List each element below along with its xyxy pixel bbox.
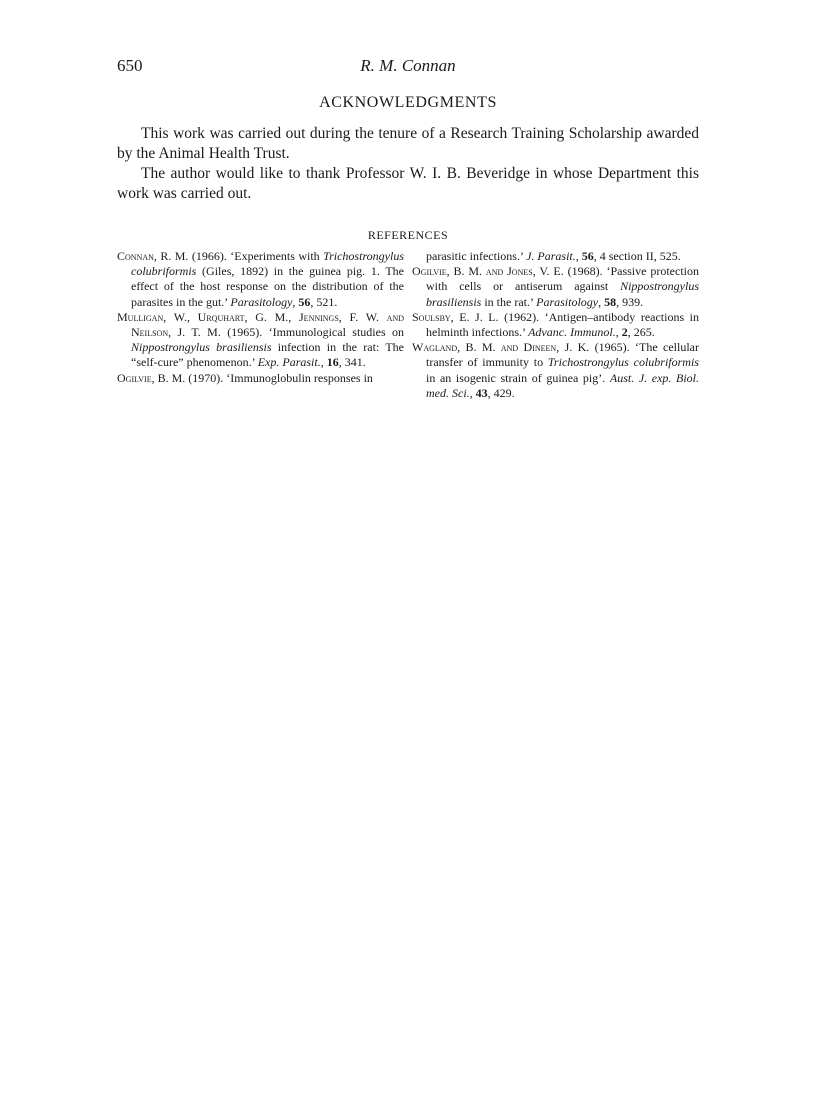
- reference-pages: , 521.: [310, 294, 338, 309]
- reference-volume: 2: [621, 325, 628, 340]
- reference-species: Nippostrongylus brasiliensis: [426, 279, 699, 309]
- reference-pages: , 429.: [487, 385, 515, 400]
- reference-title: ‘Immunological studies on: [268, 325, 405, 340]
- reference-entry: Soulsby, E. J. L. (1962). ‘Antigen–antibody reactions in helminth infections.’ Advanc. Immunol., 2, 265.: [412, 309, 699, 340]
- reference-authors: Connan, R. M.: [117, 249, 189, 263]
- reference-entry-continued: parasitic infections.’ J. Parasit., 56, 4 section II, 525.: [426, 249, 681, 263]
- page-number: 650: [117, 56, 143, 75]
- references-list: [117, 249, 699, 401]
- reference-title: in the rat.’: [481, 294, 537, 309]
- acknowledgments-heading: ACKNOWLEDGMENTS: [319, 94, 497, 111]
- reference-journal: J. Parasit.: [526, 249, 576, 263]
- reference-title: ‘Immunoglobulin responses in: [226, 370, 373, 385]
- reference-journal: Parasitology: [230, 294, 293, 309]
- reference-pages: , 4 section II, 525.: [593, 249, 681, 263]
- reference-journal: Exp. Parasit.: [257, 355, 321, 370]
- reference-year: (1970).: [185, 370, 227, 385]
- references-heading: REFERENCES: [367, 228, 449, 242]
- reference-entry: Connan, R. M. (1966). ‘Experiments with Trichostrongylus colubriformis (Giles, 1892) in the guinea pig. 1. The effect of the host response on the distribution of the parasites in the gut.’ Parasitology, 56, 521.: [117, 249, 404, 309]
- reference-year: (1966).: [188, 249, 231, 263]
- references-column-left: [117, 249, 404, 401]
- reference-species: Nippostrongylus brasiliensis: [131, 340, 272, 355]
- reference-volume: 56: [581, 249, 594, 263]
- acknowledgments-body: [117, 124, 699, 204]
- reference-title: infection in the rat: The “self-cure” phenomenon.’: [131, 340, 404, 370]
- reference-volume: 43: [475, 385, 488, 400]
- reference-year: (1965).: [220, 325, 269, 340]
- reference-title: ‘Experiments with: [230, 249, 324, 263]
- reference-pages: , 265.: [627, 325, 655, 340]
- reference-volume: 58: [604, 294, 617, 309]
- reference-entry: Mulligan, W., Urquhart, G. M., Jennings, F. W. and Neilson, J. T. M. (1965). ‘Immunological studies on Nippostrongylus brasiliensis infection in the rat: The “self-cure” phenomenon.’ Exp. Parasit., 16, 341.: [117, 309, 405, 370]
- acknowledgments-paragraph: This work was carried out during the tenure of a Research Training Scholarship awarded by the Animal Health Trust.: [117, 125, 699, 162]
- reference-entry: Ogilvie, B. M. and Jones, V. E. (1968). ‘Passive protection with cells or antiserum against Nippostrongylus brasiliensis in the rat.’ Parasitology, 58, 939.: [412, 264, 699, 309]
- reference-title: in an isogenic strain of guinea pig’.: [426, 370, 610, 385]
- reference-authors: Ogilvie, B. M. and Jones, V. E.: [412, 264, 564, 279]
- reference-year: (1965).: [589, 340, 635, 355]
- reference-title: parasitic infections.’: [426, 249, 527, 263]
- reference-year: (1962).: [498, 309, 545, 324]
- reference-authors: Wagland, B. M. and Dineen, J. K.: [412, 340, 590, 355]
- reference-title: (Giles, 1892) in the guinea pig. 1. The effect of the host response on the distribution of the parasites in the gut.’: [131, 264, 404, 309]
- reference-volume: 16: [326, 355, 339, 370]
- reference-authors: Ogilvie, B. M.: [117, 370, 186, 385]
- reference-species: Trichostrongylus colubriformis: [547, 355, 699, 370]
- reference-authors: Soulsby, E. J. L.: [412, 309, 499, 324]
- reference-entry: Wagland, B. M. and Dineen, J. K. (1965). ‘The cellular transfer of immunity to Trichostrongylus colubriformis in an isogenic strain of guinea pig’. Aust. J. exp. Biol. med. Sci., 43, 429.: [412, 340, 700, 400]
- reference-year: (1968).: [563, 264, 607, 279]
- reference-title: ‘Antigen–antibody reactions in helminth infections.’: [426, 309, 699, 340]
- reference-entry: [117, 371, 404, 386]
- acknowledgments-paragraph: The author would like to thank Professor W. I. B. Beveridge in whose Department this work was carried out.: [117, 165, 699, 202]
- reference-volume: 56: [298, 294, 311, 309]
- reference-species: Trichostrongylus colubriformis: [131, 249, 404, 279]
- reference-journal: Advanc. Immunol.: [528, 325, 616, 340]
- running-head: R. M. Connan: [360, 56, 456, 75]
- reference-journal: Aust. J. exp. Biol. med. Sci.: [426, 370, 700, 400]
- reference-pages: , 341.: [338, 355, 366, 370]
- reference-authors: Mulligan, W., Urquhart, G. M., Jennings, F. W. and Neilson, J. T. M.: [117, 309, 404, 340]
- reference-title: ‘Passive protection with cells or antiserum against: [426, 264, 699, 294]
- references-column-right: [412, 249, 699, 401]
- reference-title: ‘The cellular transfer of immunity to: [426, 340, 699, 370]
- reference-journal: Parasitology: [536, 294, 599, 309]
- reference-pages: , 939.: [616, 294, 644, 309]
